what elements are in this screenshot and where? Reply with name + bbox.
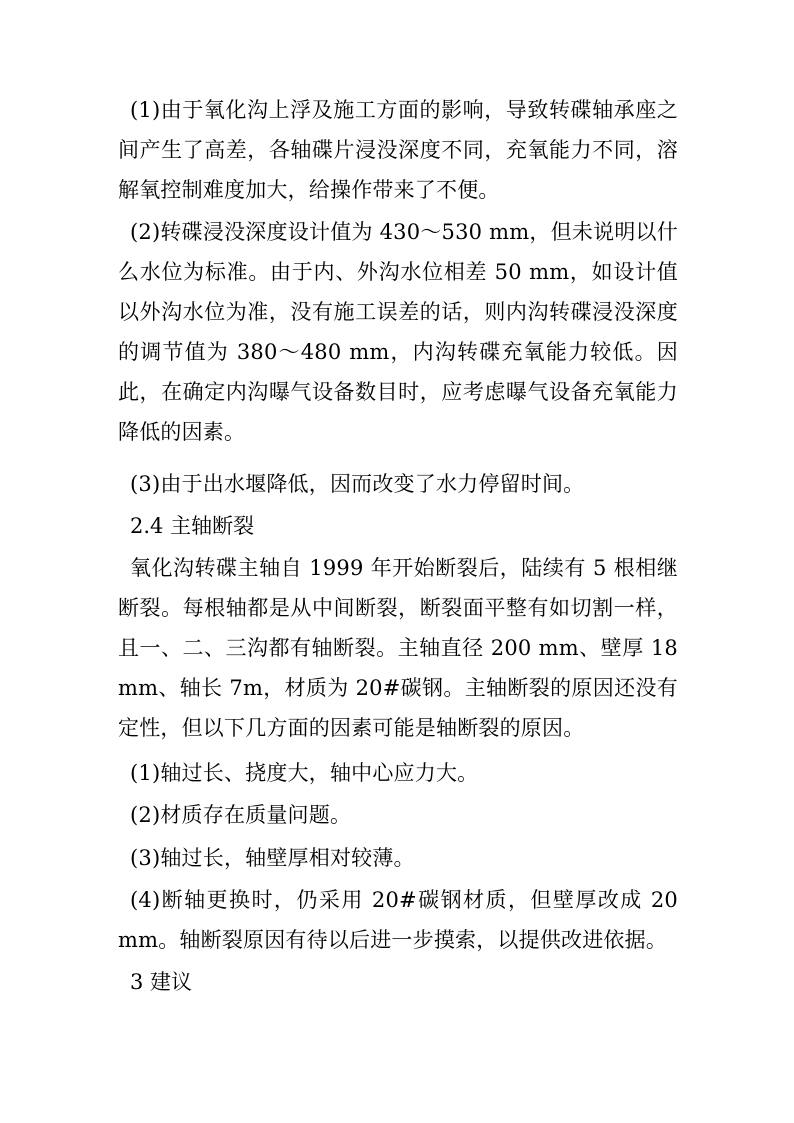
paragraph-1: (1)由于氧化沟上浮及施工方面的影响，导致转碟轴承座之间产生了高差，各轴碟片浸没深度不同，充氧能力不同，溶解氧控制难度加大，给操作带来了不便。 [118,98,678,202]
section-heading-3: 3 建议 [130,970,193,994]
paragraph-6: (2)材质存在质量问题。 [130,803,352,827]
paragraph-8: (4)断轴更换时，仍采用 20#碳钢材质，但壁厚改成 20 mm。轴断裂原因有待以后进一步摸索，以提供改进依据。 [118,888,678,952]
paragraph-5: (1)轴过长、挠度大，轴中心应力大。 [130,761,479,785]
paragraph-3: (3)由于出水堰降低，因而改变了水力停留时间。 [130,472,585,496]
paragraph-2: (2)转碟浸没深度设计值为 430～530 mm，但未说明以什么水位为标准。由于内、外沟水位相差 50 mm，如设计值以外沟水位为准，没有施工误差的话，则内沟转碟浸没深度的调节值为 380～480 mm，内沟转碟充氧能力较低。因此，在确定内沟曝气设备数目时，应考虑曝气设备充氧能力降低的因素。 [118,220,678,444]
paragraph-7: (3)轴过长，轴壁厚相对较薄。 [130,846,415,870]
section-heading-2-4: 2.4 主轴断裂 [130,514,255,538]
paragraph-4: 氧化沟转碟主轴自 1999 年开始断裂后，陆续有 5 根相继断裂。每根轴都是从中间断裂，断裂面平整有如切割一样，且一、二、三沟都有轴断裂。主轴直径 200 mm、壁厚 18 mm、轴长 7m，材质为 20#碳钢。主轴断裂的原因还没有定性，但以下几方面的因素可能是轴断裂的原因。 [118,556,678,740]
